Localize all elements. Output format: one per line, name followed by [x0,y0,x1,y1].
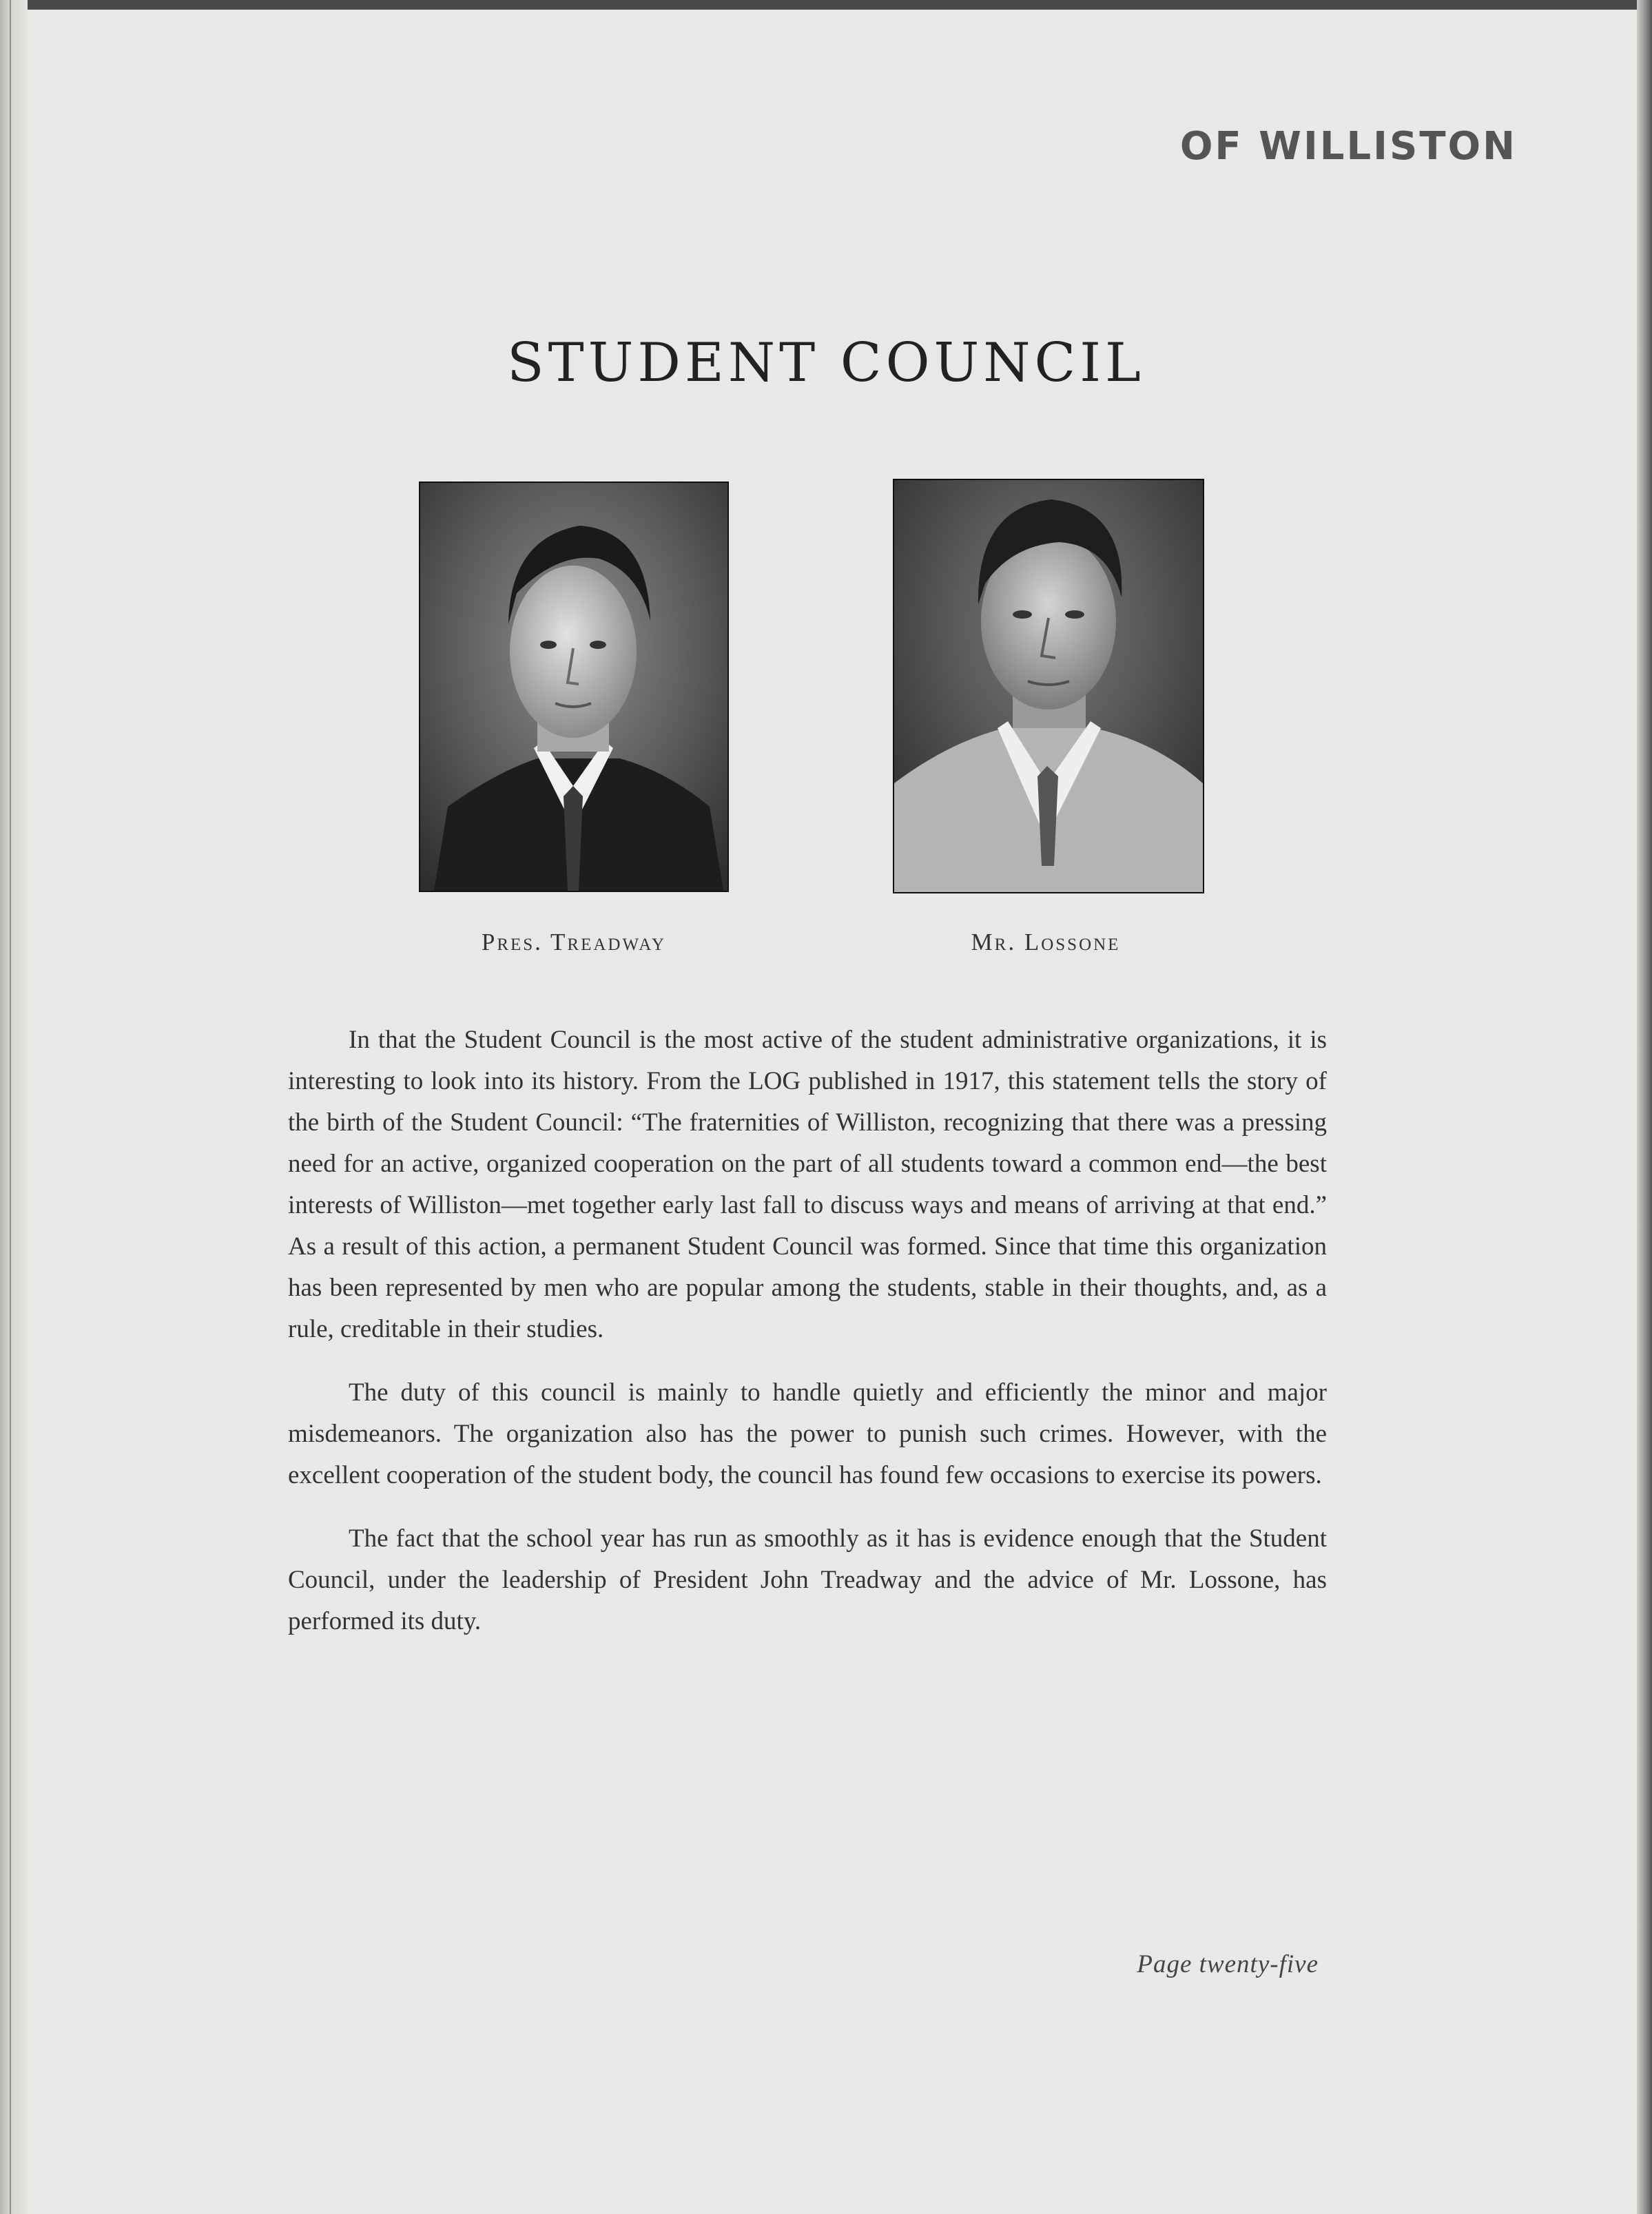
paragraph-duty: The duty of this council is mainly to handle quietly and efficiently the minor and major misdemeanors. The organization also has the power to punish such crimes. However, with the excellent cooperation of the student body, the council has found few occasions to exercise its powers. [288,1378,1327,1489]
running-head: OF WILLISTON [1179,124,1517,169]
caption-lossone: Mr. Lossone [971,929,1121,955]
top-page-edge [0,0,1652,10]
paragraph-conclusion: The fact that the school year has run as smoothly as it has is evidence enough that the Student Council, under the leadership of President John Treadway and the advice of Mr. Lossone, has performed its duty. [288,1524,1327,1635]
portrait-treadway-image [420,483,727,891]
page-title: STUDENT COUNCIL [507,332,1145,394]
portrait-photo-treadway [419,482,729,892]
paragraph-history: In that the Student Council is the most active of the student administrative organizations, it is interesting to look into its history. From the LOG published in 1917, this statement tells the story of the birth of the Student Council: “The fraternities of Williston, recognizing that there was a pressing need for an active, organized cooperation on the part of all students toward a common end—the best interests of Williston—met together early last fall to discuss ways and means of arriving at that end.” As a result of this action, a permanent Student Council was formed. Since that time this organization has been represented by men who are popular among the students, stable in their thoughts, and, as a rule, creditable in their studies. [288,1026,1327,1343]
portrait-lossone-image [894,480,1203,892]
portrait-photo-lossone [893,479,1204,893]
caption-treadway: Pres. Treadway [481,929,667,955]
page-number: Page twenty-five [1137,1950,1319,1978]
body-text [288,1020,1327,1664]
